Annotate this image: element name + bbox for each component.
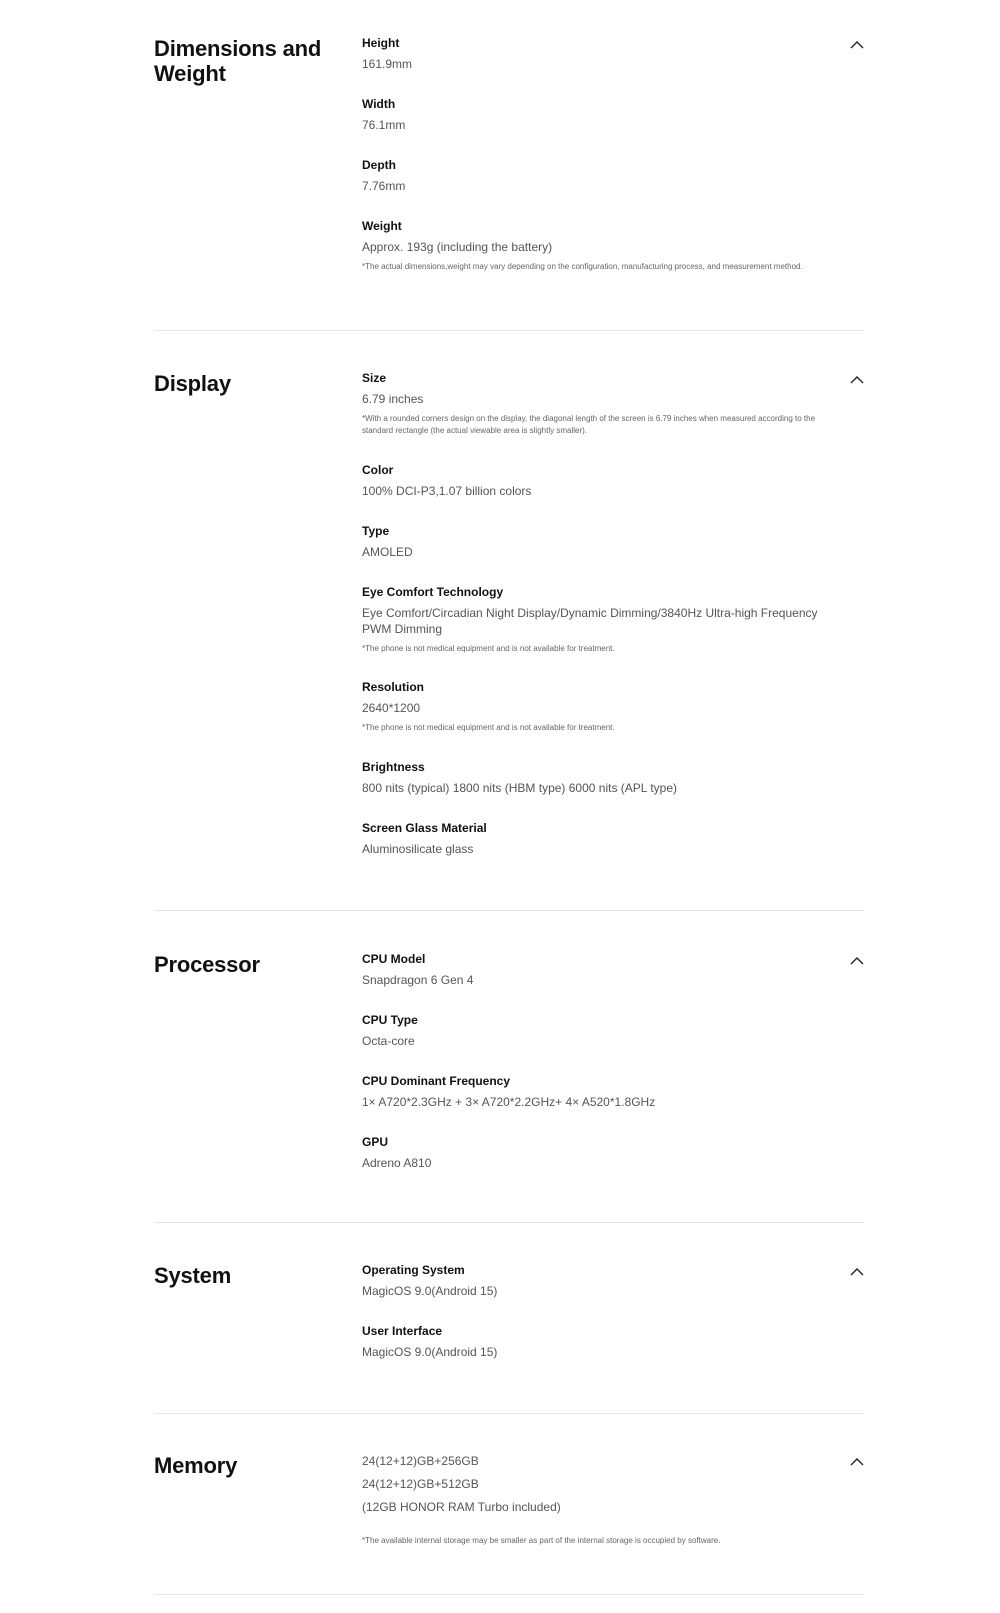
spec-label: Depth — [362, 158, 396, 172]
spec-note: *The phone is not medical equipment and is not available for treatment. — [362, 644, 615, 653]
chevron-up-icon[interactable] — [850, 1457, 864, 1467]
section-system — [154, 1263, 864, 1373]
section-divider — [154, 1222, 864, 1223]
section-memory — [154, 1453, 864, 1563]
spec-label: Height — [362, 36, 400, 50]
spec-label: CPU Model — [362, 952, 426, 966]
spec-brightness — [362, 760, 832, 796]
spec-value: Octa-core — [362, 1034, 415, 1048]
memory-options — [362, 1453, 832, 1547]
spec-size — [362, 371, 832, 437]
chevron-up-icon[interactable] — [850, 375, 864, 385]
spec-label: Brightness — [362, 760, 425, 774]
memory-option: 24(12+12)GB+512GB — [362, 1477, 479, 1491]
spec-label: Operating System — [362, 1263, 465, 1277]
spec-value: Eye Comfort/Circadian Night Display/Dynamic Dimming/3840Hz Ultra-high Frequency PWM Dimming — [362, 606, 818, 636]
chevron-up-icon[interactable] — [850, 956, 864, 966]
spec-label: Eye Comfort Technology — [362, 585, 504, 599]
spec-value: 800 nits (typical) 1800 nits (HBM type) 6000 nits (APL type) — [362, 781, 678, 795]
section-divider — [154, 1413, 864, 1414]
section-processor — [154, 952, 864, 1182]
spec-label: Screen Glass Material — [362, 821, 487, 835]
spec-depth — [362, 158, 832, 194]
spec-value: 7.76mm — [362, 179, 406, 193]
section-title: Memory — [154, 1453, 238, 1478]
spec-label: Type — [362, 524, 390, 538]
spec-value: MagicOS 9.0(Android 15) — [362, 1284, 498, 1298]
spec-value: 1× A720*2.3GHz + 3× A720*2.2GHz+ 4× A520*1.8GHz — [362, 1095, 656, 1109]
section-title: Processor — [154, 952, 260, 977]
memory-ram-turbo: (12GB HONOR RAM Turbo included) — [362, 1500, 561, 1514]
section-display — [154, 371, 864, 871]
section-title: Display — [154, 371, 231, 396]
spec-value: 161.9mm — [362, 57, 413, 71]
spec-note: *The phone is not medical equipment and is not available for treatment. — [362, 723, 615, 732]
spec-cpu-model — [362, 952, 832, 988]
section-divider — [154, 1594, 864, 1595]
section-divider — [154, 330, 864, 331]
spec-value: 76.1mm — [362, 118, 406, 132]
spec-value: 100% DCI-P3,1.07 billion colors — [362, 484, 532, 498]
spec-note: *With a rounded corners design on the display, the diagonal length of the screen is 6.79 inches when measured according to the standard rectangle (the actual viewable area is slightly smaller). — [362, 414, 816, 435]
spec-value: 6.79 inches — [362, 392, 424, 406]
spec-type — [362, 524, 832, 560]
chevron-up-icon[interactable] — [850, 40, 864, 50]
spec-weight — [362, 219, 832, 273]
section-title: Dimensions and Weight — [154, 36, 322, 86]
spec-value: Aluminosilicate glass — [362, 842, 474, 856]
spec-value: AMOLED — [362, 545, 413, 559]
spec-label: Weight — [362, 219, 402, 233]
spec-label: GPU — [362, 1135, 389, 1149]
section-divider — [154, 910, 864, 911]
spec-gpu — [362, 1135, 832, 1171]
spec-ui — [362, 1324, 832, 1360]
spec-value: Approx. 193g (including the battery) — [362, 240, 553, 254]
spec-value: Adreno A810 — [362, 1156, 432, 1170]
spec-label: CPU Type — [362, 1013, 418, 1027]
spec-label: Width — [362, 97, 396, 111]
section-dimensions — [154, 36, 864, 296]
spec-resolution — [362, 680, 832, 734]
spec-value: MagicOS 9.0(Android 15) — [362, 1345, 498, 1359]
spec-value: 2640*1200 — [362, 701, 421, 715]
spec-cpu-frequency — [362, 1074, 832, 1110]
memory-option: 24(12+12)GB+256GB — [362, 1454, 479, 1468]
spec-note: *The actual dimensions,weight may vary depending on the configuration, manufacturing process, and measurement method. — [362, 262, 803, 271]
spec-label: Size — [362, 371, 387, 385]
spec-label: Color — [362, 463, 394, 477]
chevron-up-icon[interactable] — [850, 1267, 864, 1277]
spec-label: CPU Dominant Frequency — [362, 1074, 511, 1088]
spec-height — [362, 36, 832, 72]
spec-label: User Interface — [362, 1324, 443, 1338]
spec-cpu-type — [362, 1013, 832, 1049]
spec-width — [362, 97, 832, 133]
spec-glass — [362, 821, 832, 857]
spec-label: Resolution — [362, 680, 424, 694]
spec-note: *The available internal storage may be smaller as part of the internal storage is occupied by software. — [362, 1536, 721, 1545]
spec-value: Snapdragon 6 Gen 4 — [362, 973, 474, 987]
section-title: System — [154, 1263, 232, 1288]
spec-os — [362, 1263, 832, 1299]
spec-eye-comfort — [362, 585, 832, 655]
spec-color — [362, 463, 832, 499]
